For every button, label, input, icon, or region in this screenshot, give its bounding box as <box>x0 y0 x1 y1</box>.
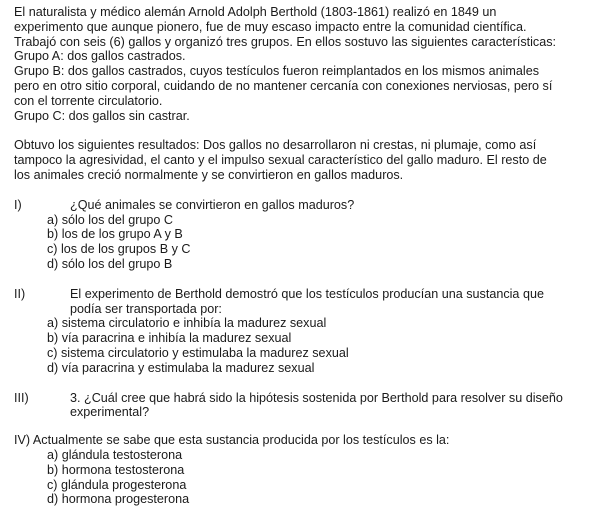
answer-option: a) glándula testosterona <box>47 447 183 462</box>
answer-options <box>14 213 590 272</box>
question-text: ¿Qué animales se convirtieron en gallos maduros? <box>70 197 355 212</box>
group-b-description: Grupo B: dos gallos castrados, cuyos testículos fueron reimplantados en los mismos animales <box>14 64 539 79</box>
question-3 <box>14 391 590 421</box>
results-line: tampoco la agresividad, el canto y el impulso sexual característico del gallo maduro. El resto de <box>14 153 547 168</box>
results-paragraph <box>14 138 590 182</box>
group-b-description: con el torrente circulatorio. <box>14 93 163 108</box>
question-text: 3. ¿Cuál cree que habrá sido la hipótesis sostenida por Berthold para resolver su diseño <box>70 390 563 405</box>
question-1 <box>14 198 590 272</box>
answer-option: d) vía paracrina y estimulaba la madurez sexual <box>47 360 315 375</box>
answer-option: b) vía paracrina e inhibía la madurez sexual <box>47 331 292 346</box>
answer-option: a) sólo los del grupo C <box>47 212 174 227</box>
question-number: III) <box>14 390 29 405</box>
answer-options <box>14 448 590 507</box>
question-text: podía ser transportada por: <box>70 301 222 316</box>
question-number: I) <box>14 197 22 212</box>
question-text: El experimento de Berthold demostró que los testículos producían una sustancia que <box>70 286 544 301</box>
group-a-description: Grupo A: dos gallos castrados. <box>14 49 186 64</box>
answer-option: c) glándula progesterona <box>47 477 187 492</box>
answer-option: c) los de los grupos B y C <box>47 242 191 257</box>
results-line: los animales creció normalmente y se convirtieron en gallos maduros. <box>14 167 404 182</box>
question-text: experimental? <box>70 405 150 420</box>
answer-option: d) sólo los del grupo B <box>47 256 173 271</box>
answer-options <box>14 316 590 375</box>
answer-option: a) sistema circulatorio e inhibía la madurez sexual <box>47 316 327 331</box>
question-text: IV) Actualmente se sabe que esta sustancia producida por los testículos es la: <box>14 433 450 448</box>
group-c-description: Grupo C: dos gallos sin castrar. <box>14 108 190 123</box>
intro-line: Trabajó con seis (6) gallos y organizó tres grupos. En ellos sostuvo las siguientes características: <box>14 34 557 49</box>
answer-option: d) hormona progesterona <box>47 492 190 507</box>
intro-line: El naturalista y médico alemán Arnold Adolph Berthold (1803-1861) realizó en 1849 un <box>14 5 497 19</box>
group-b-description: pero en otro sitio corporal, cuidando de no mantener cercanía con conexiones nerviosas, pero sí <box>14 78 553 93</box>
question-number: II) <box>14 286 26 301</box>
answer-option: b) los de los grupo A y B <box>47 227 183 242</box>
answer-option: c) sistema circulatorio y estimulaba la madurez sexual <box>47 345 349 360</box>
answer-option: b) hormona testosterona <box>47 462 185 477</box>
intro-paragraph <box>14 5 590 123</box>
intro-line: experimento que aunque pionero, fue de muy escaso impacto entre la comunidad científica. <box>14 19 527 34</box>
question-2 <box>14 287 590 376</box>
results-line: Obtuvo los siguientes resultados: Dos gallos no desarrollaron ni crestas, ni plumaje, como así <box>14 138 537 153</box>
question-4 <box>14 433 590 507</box>
